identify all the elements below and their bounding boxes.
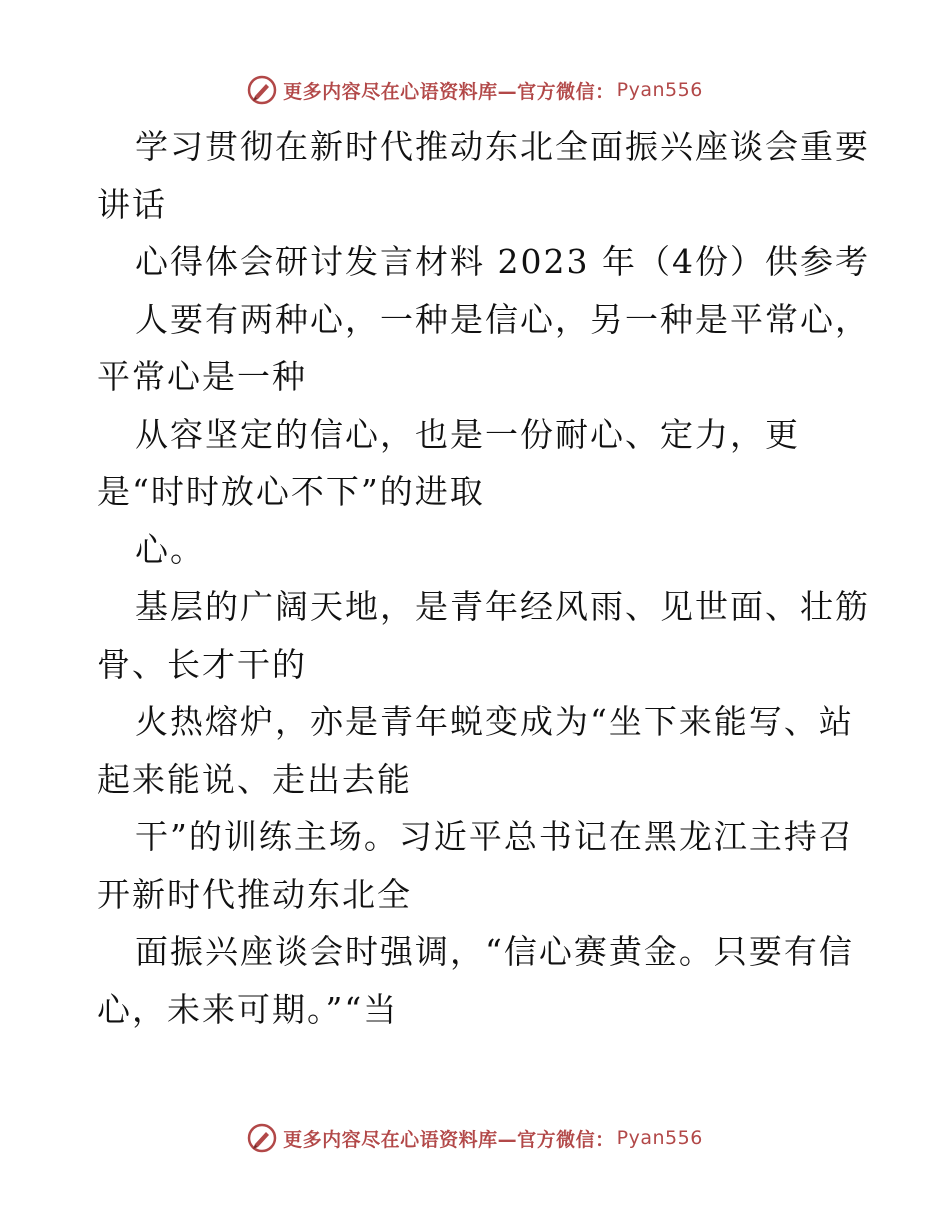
text-line: 骨、长才干的 [97,644,307,684]
text-line: 人要有两种心，一种是信心，另一种是平常心， [135,299,870,339]
text-line: 心，未来可期。”“当 [97,989,399,1029]
text-line: 起来能说、走出去能 [97,759,412,799]
text-line: 开新时代推动东北全 [97,874,412,914]
text-line: 心得体会研讨发言材料 2023 年（4份）供参考 [135,242,870,281]
text-line: 平常心是一种 [97,357,307,396]
banner-text: 更多内容尽在心语资料库—官方微信： [283,1128,615,1151]
text-line: 面振兴座谈会时强调，“信心赛黄金。只要有信 [135,932,854,971]
pen-logo-icon [247,75,277,105]
text-line: 从容坚定的信心，也是一份耐心、定力，更 [135,414,800,454]
text-line: 学习贯彻在新时代推动东北全面振兴座谈会重要 [135,127,870,166]
text-line: 基层的广阔天地，是青年经风雨、见世面、壮筋 [135,587,870,626]
footer-banner [0,1118,950,1158]
document-body [97,118,870,1038]
text-line: 讲话 [97,184,167,224]
pen-logo-icon [247,1123,277,1153]
banner-text: 更多内容尽在心语资料库—官方微信： [283,80,615,103]
text-line: 是“时时放心不下”的进取 [97,472,485,511]
text-line: 心。 [135,529,205,569]
header-banner [0,70,950,110]
wechat-account: Pyan556 [616,1127,703,1149]
wechat-account: Pyan556 [616,79,703,101]
text-line: 火热熔炉，亦是青年蜕变成为“坐下来能写、站 [135,702,854,741]
text-line: 干”的训练主场。习近平总书记在黑龙江主持召 [135,817,854,856]
